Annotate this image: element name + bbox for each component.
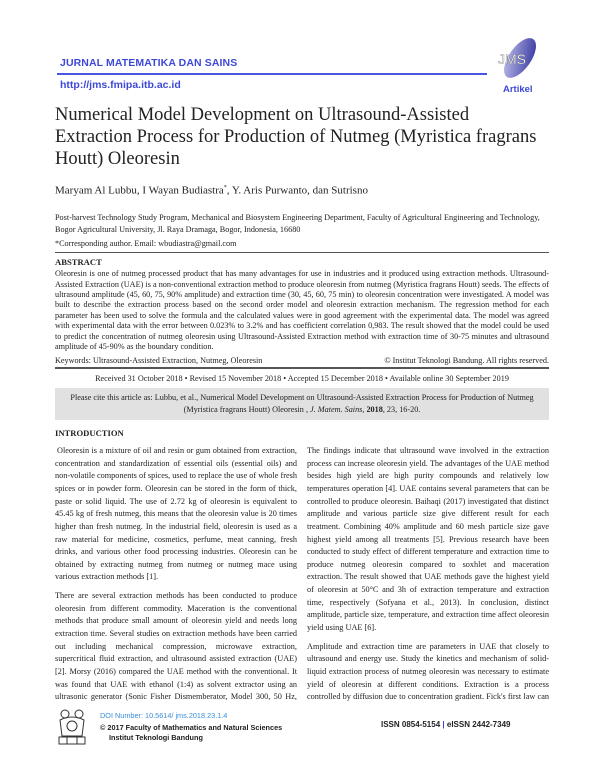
publication-dates: Received 31 October 2018 • Revised 15 November 2018 • Accepted 15 December 2018 • Available online 30 September 2019: [95, 373, 509, 383]
issn-electronic: eISSN 2442-7349: [446, 720, 511, 729]
paragraph: Oleoresin is a mixture of oil and resin or gum obtained from extraction, concentration and standardization of essential oils (essential oils) and non-volatile components of spices, used to replace the use of whole fresh spices or in powder form. Oleoresin can be stored in the form of thick, paste or solid liquid. The use of 2.72 kg of oleoresin is equivalent to 45.45 kg of fresh nutmeg, this means that the oleoresin value is 20 times higher than fresh nutmeg. In the industrial field, oleoresin is used as a raw material for medicine, cosmetics, perfume, meat canning, fresh drinks, and various other food processing industries. Oleoresin can be obtained by extracting nutmeg from nutmeg or nutmeg mace using various extraction methods [1].: [55, 445, 297, 582]
article-body: [55, 104, 549, 702]
citation-year: 2018: [366, 404, 383, 414]
right-column: [307, 445, 549, 702]
body-columns: [55, 445, 549, 702]
header-divider: [57, 73, 487, 75]
journal-name: JURNAL MATEMATIKA DAN SAINS: [60, 57, 238, 69]
corresponding-mark: *: [223, 185, 227, 191]
copyright-line-2: Institut Teknologi Bandung: [109, 733, 203, 742]
jms-logo-icon: [492, 34, 550, 82]
issn-print: ISSN 0854-5154: [381, 720, 441, 729]
paper-title: Numerical Model Development on Ultrasound-Assisted Extraction Process for Production of Nutmeg (Myristica fragrans Houtt) Oleoresin: [55, 105, 537, 169]
issn-separator: |: [442, 720, 445, 729]
issn: [381, 720, 510, 729]
authors: [55, 182, 549, 198]
paragraph: The findings indicate that ultrasound wave involved in the extraction process can increase oleoresin yield. The advantages of the UAE method besides high yield are high purity compounds and relatively low temperatures operation [4]. UAE contains several parameters that can be controlled to produce oleoresin. Baihaqi (2017) investigated that distinct amplitude and various particle size give different result for each treatment. Combining 40% amplitude and 60 mesh particle size gave highest yield among all treatments [5]. Previous research have been conducted to study effect of different temperature and extraction time to produce nutmeg oleoresin compared to soxhlet and maceration extraction. The result showed that UAE methods gave the highest yield of oleoresin at 50°C and 3h of extraction temperature and extraction time, respectively (Sofyana et al., 2013). In conclusion, distinct amplitude, particle size, temperature, and extraction time affect oleoresin yield using UAE [6].: [307, 445, 549, 633]
citation-journal: J. Matem. Sains: [310, 404, 363, 414]
journal-url-link[interactable]: http://jms.fmipa.itb.ac.id: [60, 79, 181, 91]
authors-first: Maryam Al Lubbu, I Wayan Budiastra: [55, 184, 224, 197]
keywords-row: [55, 355, 549, 366]
citation-sep: ,: [362, 404, 367, 414]
authors-rest: , Y. Aris Purwanto, dan Sutrisno: [226, 184, 368, 197]
abstract-heading: ABSTRACT: [55, 257, 102, 268]
abstract-bottom-rule: [55, 367, 549, 369]
rights-notice: © Institut Teknologi Bandung. All rights reserved.: [384, 356, 549, 366]
affiliation: Post-harvest Technology Study Program, Mechanical and Biosystem Engineering Department, Faculty of Agricultural Engineering and Technology, Bogor Agricultural University, Jl. Raya Dramaga, Bogor, Indonesia, 16680: [55, 212, 540, 234]
logo-text: JMS: [498, 51, 526, 67]
left-column: [55, 445, 297, 702]
paragraph: Amplitude and extraction time are parameters in UAE that closely to ultrasound and energy use. Study the kinetics and mechanism of solid-liquid extraction process of nutmeg oleoresin was necessary to estimate yield of oleoresin at different conditions. Extraction is a process controlled by diffusion due to concentration gradient. Fick's first law can: [307, 641, 549, 702]
abstract-text: Oleoresin is one of nutmeg processed product that has many advantages for use in industries and it produced using extraction methods. Ultrasound-Assisted Extraction (UAE) is a non-conventional extraction method to produce oleoresin from nutmeg (Myristica fragrans Houtt) seeds. The effects of ultrasound amplitude (45, 60, 75, 90% amplitude) and extraction time (30, 45, 60, 75 min) to oleoresin concentration were investigated. A model was built to describe the extraction process based on the second order model and oleoresin extraction mechanism. The regression method for each parameter has been used to solve the formula and the calculated values were in good agreement with the experimental data. The model was agreed with experimental data with the error between 0.023% to 3.2% and has coefficient correlation 0,983. The result showed that the model could be used to predict the concentration of nutmeg oleoresin using Ultrasound-Assisted Extraction method with extraction time of 30-75 minutes and ultrasound amplitude of 45-90% as the boundary condition.: [55, 269, 549, 351]
corresponding-author: *Corresponding author. Email: wbudiastra@gmail.com: [55, 238, 237, 248]
citation-text: Please cite this article as: Lubbu, et al., Numerical Model Development on Ultrasound-Assisted Extraction Process for Production of Nutmeg (Myristica fragrans Houtt) Oleoresin ,: [70, 392, 534, 414]
copyright-line-1: © 2017 Faculty of Mathematics and Natural Sciences: [100, 723, 283, 732]
itb-emblem-icon: [55, 706, 89, 746]
abstract-top-rule: [55, 252, 549, 254]
citation-box: [55, 388, 549, 420]
citation-tail: , 23, 16-20.: [382, 404, 421, 414]
introduction-heading: INTRODUCTION: [55, 427, 124, 438]
paragraph: There are several extraction methods has been conducted to produce oleoresin from different commodity. Maceration is the conventional methods that produce small amount of oleoresin yield and needs long extraction time. Several studies on extraction methods have been carried out including mechanical compression, microwave extraction, supercritical fluid extraction, and ultrasound assisted extraction (UAE) [2]. Morsy (2016) compared the UAE method with the conventional. It was found that UAE with ethanol (1:4) as solvent extractor using an ultrasonic generator (Sonic Fisher Dismemberator, Model 300, 50 Hz,: [55, 591, 297, 702]
article-type-label: Artikel: [503, 84, 533, 95]
footer-copyright: [100, 723, 282, 743]
doi-link[interactable]: DOI Number: 10.5614/ jms.2018.23.1.4: [100, 711, 228, 720]
keywords: Keywords: Ultrasound-Assisted Extraction, Nutmeg, Oleoresin: [55, 356, 263, 366]
